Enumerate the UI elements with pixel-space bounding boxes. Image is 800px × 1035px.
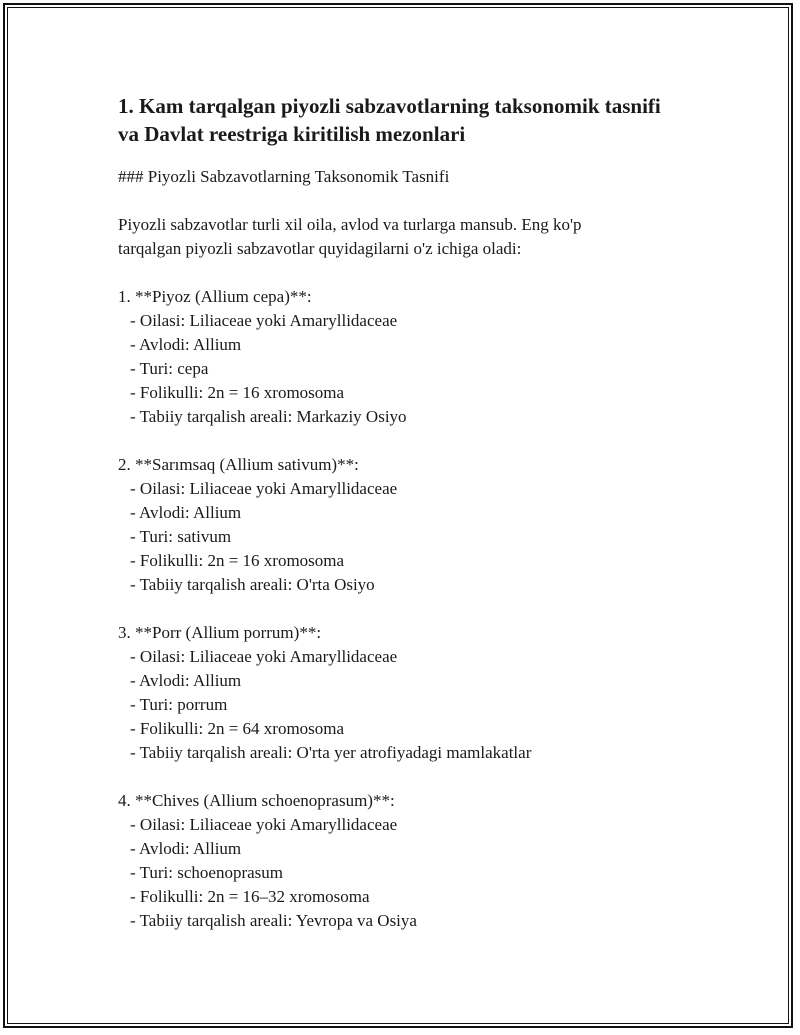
section-subheading: ### Piyozli Sabzavotlarning Taksonomik Tasnifi bbox=[118, 167, 450, 186]
list-item-detail: - Tabiiy tarqalish areali: Markaziy Osiyo bbox=[130, 407, 407, 426]
document-title-line-1: 1. Kam tarqalgan piyozli sabzavotlarning taksonomik tasnifi bbox=[118, 94, 661, 118]
list-item-detail: - Turi: sativum bbox=[130, 527, 232, 546]
list-item bbox=[118, 789, 738, 933]
list-item bbox=[118, 453, 738, 597]
list-item-heading: 4. **Chives (Allium schoenoprasum)**: bbox=[118, 791, 395, 810]
list-item-detail: - Avlodi: Allium bbox=[130, 839, 242, 858]
list-item-detail: - Avlodi: Allium bbox=[130, 503, 242, 522]
intro-paragraph bbox=[118, 213, 738, 261]
list-item-heading: 3. **Porr (Allium porrum)**: bbox=[118, 623, 322, 642]
list-item-heading: 2. **Sarımsaq (Allium sativum)**: bbox=[118, 455, 359, 474]
list-item-detail: - Oilasi: Liliaceae yoki Amaryllidaceae bbox=[130, 815, 398, 834]
list-item-detail: - Folikulli: 2n = 16 xromosoma bbox=[130, 551, 345, 570]
list-item-detail: - Oilasi: Liliaceae yoki Amaryllidaceae bbox=[130, 311, 398, 330]
list-item-detail: - Folikulli: 2n = 16–32 xromosoma bbox=[130, 887, 370, 906]
list-item bbox=[118, 285, 738, 429]
list-item-detail: - Tabiiy tarqalish areali: O'rta yer atrofiyadagi mamlakatlar bbox=[130, 743, 532, 762]
intro-line-1: Piyozli sabzavotlar turli xil oila, avlod va turlarga mansub. Eng ko'p bbox=[118, 215, 582, 234]
document-body bbox=[118, 92, 738, 933]
list-item-detail: - Folikulli: 2n = 16 xromosoma bbox=[130, 383, 345, 402]
document-title-line-2: va Davlat reestriga kiritilish mezonlari bbox=[118, 122, 466, 146]
list-item-heading: 1. **Piyoz (Allium cepa)**: bbox=[118, 287, 312, 306]
list-item-detail: - Tabiiy tarqalish areali: Yevropa va Osiya bbox=[130, 911, 417, 930]
list-item-detail: - Avlodi: Allium bbox=[130, 335, 242, 354]
document-title bbox=[118, 92, 738, 148]
list-item-detail: - Turi: porrum bbox=[130, 695, 228, 714]
list-item-detail: - Avlodi: Allium bbox=[130, 671, 242, 690]
list-item bbox=[118, 621, 738, 765]
list-item-detail: - Folikulli: 2n = 64 xromosoma bbox=[130, 719, 345, 738]
list-item-detail: - Tabiiy tarqalish areali: O'rta Osiyo bbox=[130, 575, 375, 594]
list-item-detail: - Turi: cepa bbox=[130, 359, 209, 378]
list-item-detail: - Oilasi: Liliaceae yoki Amaryllidaceae bbox=[130, 479, 398, 498]
list-item-detail: - Oilasi: Liliaceae yoki Amaryllidaceae bbox=[130, 647, 398, 666]
list-item-detail: - Turi: schoenoprasum bbox=[130, 863, 283, 882]
intro-line-2: tarqalgan piyozli sabzavotlar quyidagilarni o'z ichiga oladi: bbox=[118, 239, 522, 258]
